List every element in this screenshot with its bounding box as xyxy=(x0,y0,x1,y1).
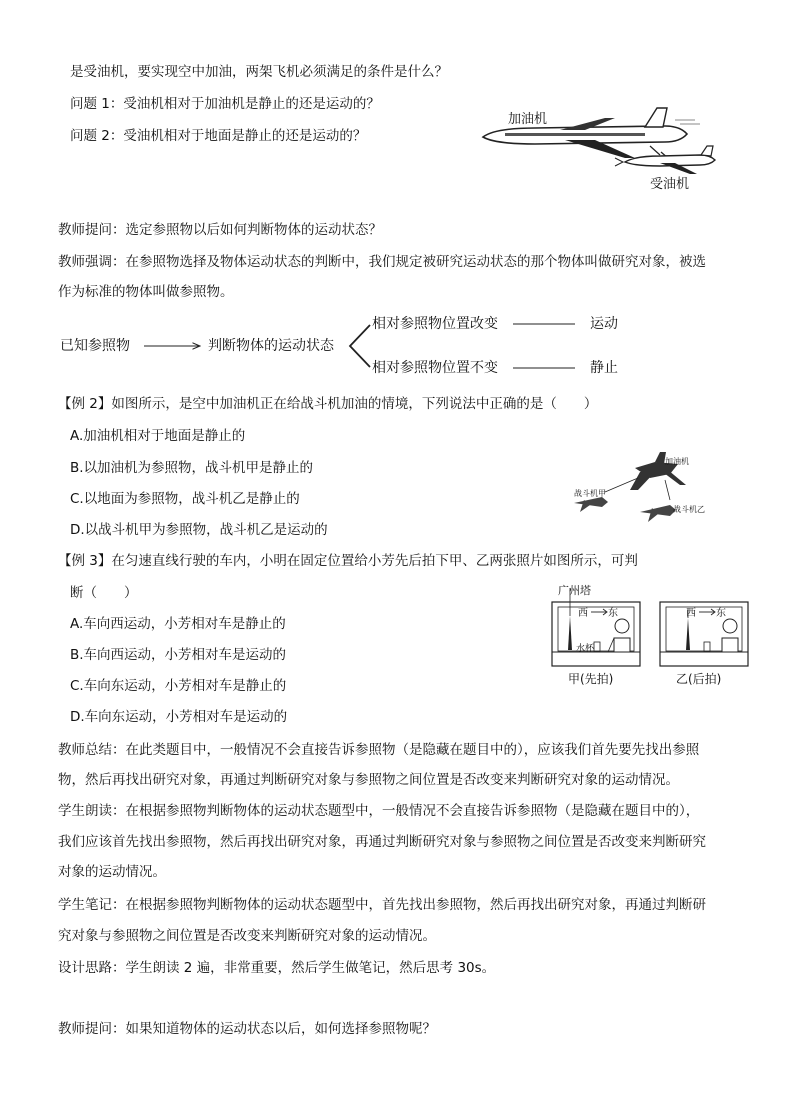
teacher-question-2: 教师提问：如果知道物体的运动状态以后，如何选择参照物呢？ xyxy=(58,1021,436,1037)
student-notes-line-1: 学生笔记：在根据参照物判断物体的运动状态题型中，首先找出参照物，然后再找出研究对象，再通过判断研 xyxy=(58,897,706,913)
photo-b-caption: 乙(后拍) xyxy=(676,672,722,686)
example-3-option-a: A.车向西运动，小芳相对车是静止的 xyxy=(70,616,286,632)
example-3-stem-2: 断（ ） xyxy=(70,585,138,601)
question-1: 问题 1：受油机相对于加油机是静止的还是运动的？ xyxy=(70,96,380,112)
student-reading-line-1: 学生朗读：在根据参照物判断物体的运动状态题型中，一般情况不会直接告诉参照物（是隐藏在题目中的）， xyxy=(58,803,700,819)
fighter-b-label: 战斗机乙 xyxy=(673,505,705,514)
west-label-a: 西 xyxy=(578,608,588,619)
example-2-option-c: C.以地面为参照物，战斗机乙是静止的 xyxy=(70,491,300,507)
tanker-label-small: 加油机 xyxy=(665,457,689,466)
example-3-stem-1: 【例 3】在匀速直线行驶的车内，小明在固定位置给小芳先后拍下甲、乙两张照片如图所示，可判 xyxy=(58,553,638,569)
flow-arrows xyxy=(60,310,640,385)
flow-start: 已知参照物 xyxy=(60,338,130,354)
receiver-label: 受油机 xyxy=(650,177,690,192)
teacher-question-1: 教师提问：选定参照物以后如何判断物体的运动状态？ xyxy=(58,222,382,238)
example-3-figure xyxy=(548,578,753,686)
tanker-label: 加油机 xyxy=(508,112,548,127)
east-label-a: 东 xyxy=(608,608,618,619)
student-reading-line-3: 对象的运动情况。 xyxy=(58,864,166,880)
teacher-emphasis-line-1: 教师强调：在参照物选择及物体运动状态的判断中，我们规定被研究运动状态的那个物体叫做研究对象，被选 xyxy=(58,254,706,270)
teacher-emphasis-line-2: 作为标准的物体叫做参照物。 xyxy=(58,284,234,300)
example-2-option-d: D.以战斗机甲为参照物，战斗机乙是运动的 xyxy=(70,522,328,538)
example-2-option-b: B.以加油机为参照物，战斗机甲是静止的 xyxy=(70,460,314,476)
example-3-option-c: C.车向东运动，小芳相对车是静止的 xyxy=(70,678,287,694)
intro-line: 是受油机，要实现空中加油，两架飞机必须满足的条件是什么？ xyxy=(70,64,448,80)
fighter-a-label: 战斗机甲 xyxy=(574,489,606,498)
photo-a-caption: 甲(先拍) xyxy=(568,672,614,686)
flow-branch-bottom: 相对参照物位置不变 xyxy=(372,360,498,376)
flow-result-bottom: 静止 xyxy=(590,360,618,376)
design-note: 设计思路：学生朗读 2 遍，非常重要，然后学生做笔记，然后思考 30s。 xyxy=(58,960,496,976)
west-label-b: 西 xyxy=(686,608,696,619)
flow-branch-top: 相对参照物位置改变 xyxy=(372,316,498,332)
example-3-option-d: D.车向东运动，小芳相对车是运动的 xyxy=(70,709,288,725)
flow-middle: 判断物体的运动状态 xyxy=(208,338,334,354)
cup-label: 水杯 xyxy=(576,644,595,654)
tower-label: 广州塔 xyxy=(558,584,591,597)
motion-flow-diagram xyxy=(60,310,640,385)
example-2-option-a: A.加油机相对于地面是静止的 xyxy=(70,428,246,444)
teacher-summary-line-1: 教师总结：在此类题目中，一般情况不会直接告诉参照物（是隐藏在题目中的），应该我们首先要先找出参照 xyxy=(58,742,700,758)
question-2: 问题 2：受油机相对于地面是静止的还是运动的？ xyxy=(70,128,367,144)
teacher-summary-line-2: 物，然后再找出研究对象，再通过判断研究对象与参照物之间位置是否改变来判断研究对象的运动情况。 xyxy=(58,772,679,788)
example-2-figure xyxy=(560,450,725,525)
student-notes-line-2: 究对象与参照物之间位置是否改变来判断研究对象的运动情况。 xyxy=(58,928,436,944)
refueling-figure xyxy=(475,100,735,195)
example-3-option-b: B.车向西运动，小芳相对车是运动的 xyxy=(70,647,287,663)
student-reading-line-2: 我们应该首先找出参照物，然后再找出研究对象，再通过判断研究对象与参照物之间位置是否改变来判断研究 xyxy=(58,834,706,850)
east-label-b: 东 xyxy=(716,608,726,619)
flow-result-top: 运动 xyxy=(590,316,618,332)
example-2-stem: 【例 2】如图所示，是空中加油机正在给战斗机加油的情境，下列说法中正确的是（ ） xyxy=(58,396,598,412)
